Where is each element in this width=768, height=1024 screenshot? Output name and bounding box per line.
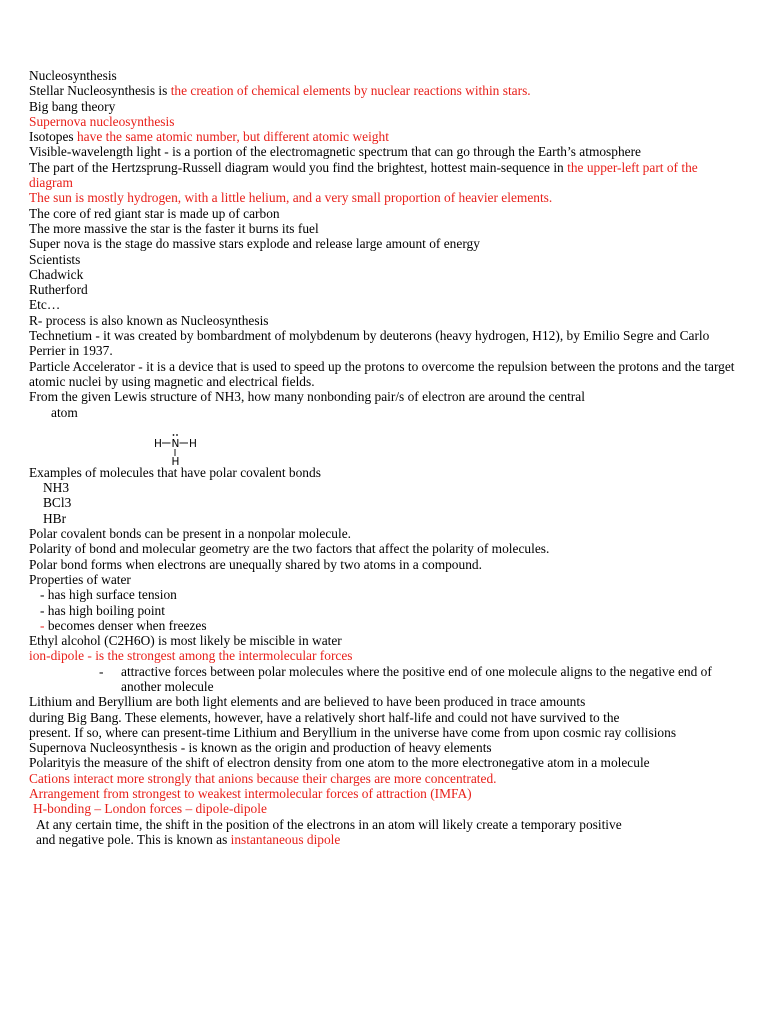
dash: -: [99, 663, 104, 679]
line-polar-bond: Polar bond forms when electrons are unequally shared by two atoms in a compound.: [29, 556, 482, 572]
answer: instantaneous dipole: [230, 831, 341, 847]
answer: the upper-left part of the diagram: [29, 159, 698, 191]
example-nh3: NH3: [43, 480, 70, 496]
line-stellar-nucleosynthesis: [29, 83, 738, 98]
lewis-structure-svg: [149, 420, 209, 465]
line-atom: atom: [51, 404, 78, 420]
line-big-bang: Big bang theory: [29, 98, 116, 114]
question: The part of the Hertzsprung-Russell diagram would you find the brightest, hottest main-sequence in: [29, 159, 568, 175]
line-technetium: Technetium - it was created by bombardment of molybdenum by deuterons (heavy hydrogen, H12), by Emilio Segre and Carlo Perrier in 1937.: [29, 328, 710, 359]
line-properties-water: Properties of water: [29, 571, 131, 587]
heading-nucleosynthesis: Nucleosynthesis: [29, 68, 117, 83]
line-scientists: Scientists: [29, 251, 81, 267]
line-cations: Cations interact more strongly that anions because their charges are more concentrated.: [29, 770, 497, 786]
water-property-denser: [29, 618, 738, 633]
term: Isotopes: [29, 129, 77, 145]
example-bcl3: BCl3: [43, 495, 72, 511]
line-lithium-3: present. If so, where can present-time Lithium and Beryllium in the universe have come from upon cosmic ray collisions: [29, 724, 677, 740]
line-polar-examples: Examples of molecules that have polar covalent bonds: [29, 464, 321, 480]
line-r-process: R- process is also known as Nucleosynthesis: [29, 312, 269, 328]
line-imfa-order: H-bonding – London forces – dipole-dipole: [33, 801, 267, 817]
line-hr-diagram: [29, 160, 738, 191]
answer: the creation of chemical elements by nuclear reactions within stars.: [170, 83, 531, 99]
dash: -: [40, 617, 48, 633]
line-polar-covalent: Polar covalent bonds can be present in a nonpolar molecule.: [29, 526, 352, 542]
line-massive-star: The more massive the star is the faster it burns its fuel: [29, 220, 319, 236]
line-visible-light: Visible-wavelength light - is a portion of the electromagnetic spectrum that can go through the Earth’s atmosphere: [29, 144, 642, 160]
line-supernova-origin: Supernova Nucleosynthesis - is known as the origin and production of heavy elements: [29, 740, 492, 756]
line-rutherford: Rutherford: [29, 282, 88, 298]
line-lithium-2: during Big Bang. These elements, however, have a relatively short half-life and could not have survived to the: [29, 709, 620, 725]
example-hbr: HBr: [43, 510, 67, 526]
lewis-structure-nh3: [29, 420, 738, 465]
line-ion-dipole: ion-dipole - is the strongest among the intermolecular forces: [29, 648, 353, 664]
water-property-boiling-point: - has high boiling point: [40, 602, 165, 618]
line-sun-composition: The sun is mostly hydrogen, with a little helium, and a very small proportion of heavier elements.: [29, 190, 553, 206]
line-chadwick: Chadwick: [29, 266, 84, 282]
text: and negative pole. This is known as: [36, 831, 231, 847]
lewis-h-bottom: H: [171, 455, 180, 465]
line-particle-accelerator: Particle Accelerator - it is a device that is used to speed up the protons to overcome the repulsion between the protons and the target atomic nuclei by using magnetic and electrical fields.: [29, 358, 735, 389]
line-instantaneous-1: At any certain time, the shift in the position of the electrons in an atom will likely create a temporary positive: [36, 816, 622, 832]
line-instantaneous-2: [29, 832, 738, 847]
line-attractive-forces: [29, 664, 738, 695]
lone-pair-electron: [173, 434, 175, 436]
line-super-nova: Super nova is the stage do massive stars explode and release large amount of energy: [29, 236, 480, 252]
line-polarity-definition: Polarityis the measure of the shift of electron density from one atom to the more electronegative atom in a molecule: [29, 755, 650, 771]
text: attractive forces between polar molecules where the positive end of one molecule aligns to the negative end of another molecule: [121, 663, 712, 694]
line-polarity-factors: Polarity of bond and molecular geometry are the two factors that affect the polarity of molecules.: [29, 541, 550, 557]
line-ethyl-alcohol: Ethyl alcohol (C2H6O) is most likely be miscible in water: [29, 633, 342, 649]
answer: have the same atomic number, but different atomic weight: [76, 129, 389, 145]
lewis-n: N: [171, 437, 180, 450]
line-isotopes: [29, 129, 738, 144]
line-lithium-1: Lithium and Beryllium are both light elements and are believed to have been produced in trace amounts: [29, 694, 586, 710]
line-red-giant: The core of red giant star is made up of carbon: [29, 205, 280, 221]
text: becomes denser when freezes: [47, 617, 207, 633]
lewis-h-left: H: [154, 437, 162, 450]
term: Stellar Nucleosynthesis is: [29, 83, 171, 99]
line-imfa-arrangement: Arrangement from strongest to weakest intermolecular forces of attraction (IMFA): [29, 786, 472, 802]
line-etc: Etc…: [29, 297, 61, 313]
lewis-h-right: H: [189, 437, 197, 450]
line-supernova-nucleosynthesis: Supernova nucleosynthesis: [29, 113, 175, 129]
line-lewis-question: From the given Lewis structure of NH3, how many nonbonding pair/s of electron are around the central: [29, 389, 585, 405]
lone-pair-electron: [176, 434, 178, 436]
water-property-surface-tension: - has high surface tension: [40, 587, 177, 603]
